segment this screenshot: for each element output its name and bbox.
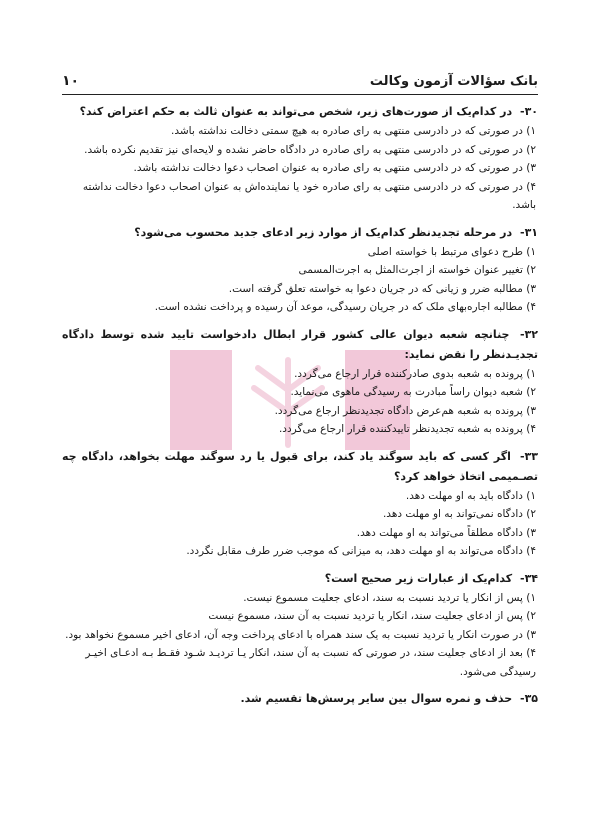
option-4: ۴) بعد از ادعای جعلیت سند، در صورتی که نسبت به آن سند، انکار یـا تردیـد شـود فقـط بـه ادعـای اخیـر رسیدگی می‌شود. [85,647,536,678]
option-1: ۱) پرونده به شعبه بدوی صادرکننده قرار ارجاع می‌گردد. [294,367,536,380]
questions-list [62,102,538,717]
option-1: ۱) دادگاه باید به او مهلت دهد. [405,489,536,502]
page-number: ۱۰ [62,73,80,89]
option-4: ۴) مطالبه اجاره‌بهای ملک که در جریان رسیدگی، موعد آن رسیده و پرداخت نشده است. [154,301,536,313]
question-text: در کدام‌یک از صورت‌های زیر، شخص می‌تواند به عنوان ثالث به حکم اعتراض کند؟ [79,105,513,118]
option-3: ۳) پرونده به شعبه هم‌عرض دادگاه تجدیدنظر ارجاع می‌گردد. [274,404,536,417]
question-number: ۳۳- [519,449,538,463]
option-2: ۲) تغییر عنوان خواسته از اجرت‌المثل به اجرت‌المسمی [298,264,536,276]
option-2: ۲) پس از ادعای جعلیت سند، انکار یا تردید نسبت به آن سند، مسموع نیست [208,610,536,622]
question-number: ۳۵- [519,692,538,705]
page-header [62,66,538,95]
option-2: ۲) شعبه دیوان راساً مبادرت به رسیدگی ماهوی می‌نماید. [290,386,536,398]
option-1: ۱) طرح دعوای مرتبط با خواسته اصلی [367,245,536,258]
question-text: کدام‌یک از عبارات زیر صحیح است؟ [324,571,513,585]
question-31 [62,223,538,317]
book-title: بانک سؤالات آزمون وکالت [369,74,538,89]
question-30 [62,102,538,215]
option-3: ۳) در صورت انکار یا تردید نسبت به یک سند همراه با ادعای پرداخت وجه آن، ادعای اخیر مسموع نخواهد بود. [65,628,536,641]
option-2: ۲) در صورتی که در دادرسی منتهی به رای صادره در دادگاه حاضر نشده و لایحه‌ای نیز تقدیم نکرده باشد. [84,143,536,156]
question-33 [62,447,538,561]
question-number: ۳۴- [519,571,538,585]
option-1: ۱) پس از انکار یا تردید نسبت به سند، ادعای جعلیت مسموع نیست. [243,591,536,604]
option-4: ۴) دادگاه می‌تواند به او مهلت دهد، به میزانی که موجب ضرر طرف مقابل نگردد. [186,545,536,557]
question-32 [62,325,538,439]
question-34 [62,569,538,682]
option-2: ۲) دادگاه نمی‌تواند به او مهلت دهد. [382,508,536,520]
question-number: ۳۰- [519,105,538,118]
option-4: ۴) در صورتی که در دادرسی منتهی به رای صادره خود یا نماینده‌اش به عنوان اصحاب دعوا دخالت نداشته باشد. [82,180,536,211]
question-text: اگر کسی که باید سوگند یاد کند، برای قبول یا رد سوگند مهلت بخواهد، دادگاه چه تصـمیمی اتخاذ خواهد کرد؟ [62,449,538,483]
question-number: ۳۱- [519,225,538,239]
question-35 [62,689,538,709]
question-number: ۳۲- [519,327,538,341]
question-text: در مرحله تجدیدنظر کدام‌یک از موارد زیر ادعای جدید محسوب می‌شود؟ [134,225,513,239]
option-1: ۱) در صورتی که در دادرسی منتهی به رای صادره به هیچ سمتی دخالت نداشته باشد. [171,125,536,137]
option-3: ۳) در صورتی که در دادرسی منتهی به رای صادره به عنوان اصحاب دعوا دخالت نداشته باشد. [133,162,536,174]
option-4: ۴) پرونده به شعبه تجدیدنظر تاییدکننده قرار ارجاع می‌گردد. [278,423,536,435]
option-3: ۳) دادگاه مطلقاً می‌تواند به او مهلت دهد. [356,526,536,539]
question-text: حذف و نمره سوال بین سایر پرسش‌ها تقسیم شد. [240,692,513,705]
option-3: ۳) مطالبه ضرر و زیانی که در جریان دعوا به خواسته تعلق گرفته است. [228,282,536,295]
question-text: چنانچه شعبه دیوان عالی کشور قرار ابطال دادخواست تایید شده توسط دادگاه تجدیـدنظر را نقض نماید: [62,327,538,361]
